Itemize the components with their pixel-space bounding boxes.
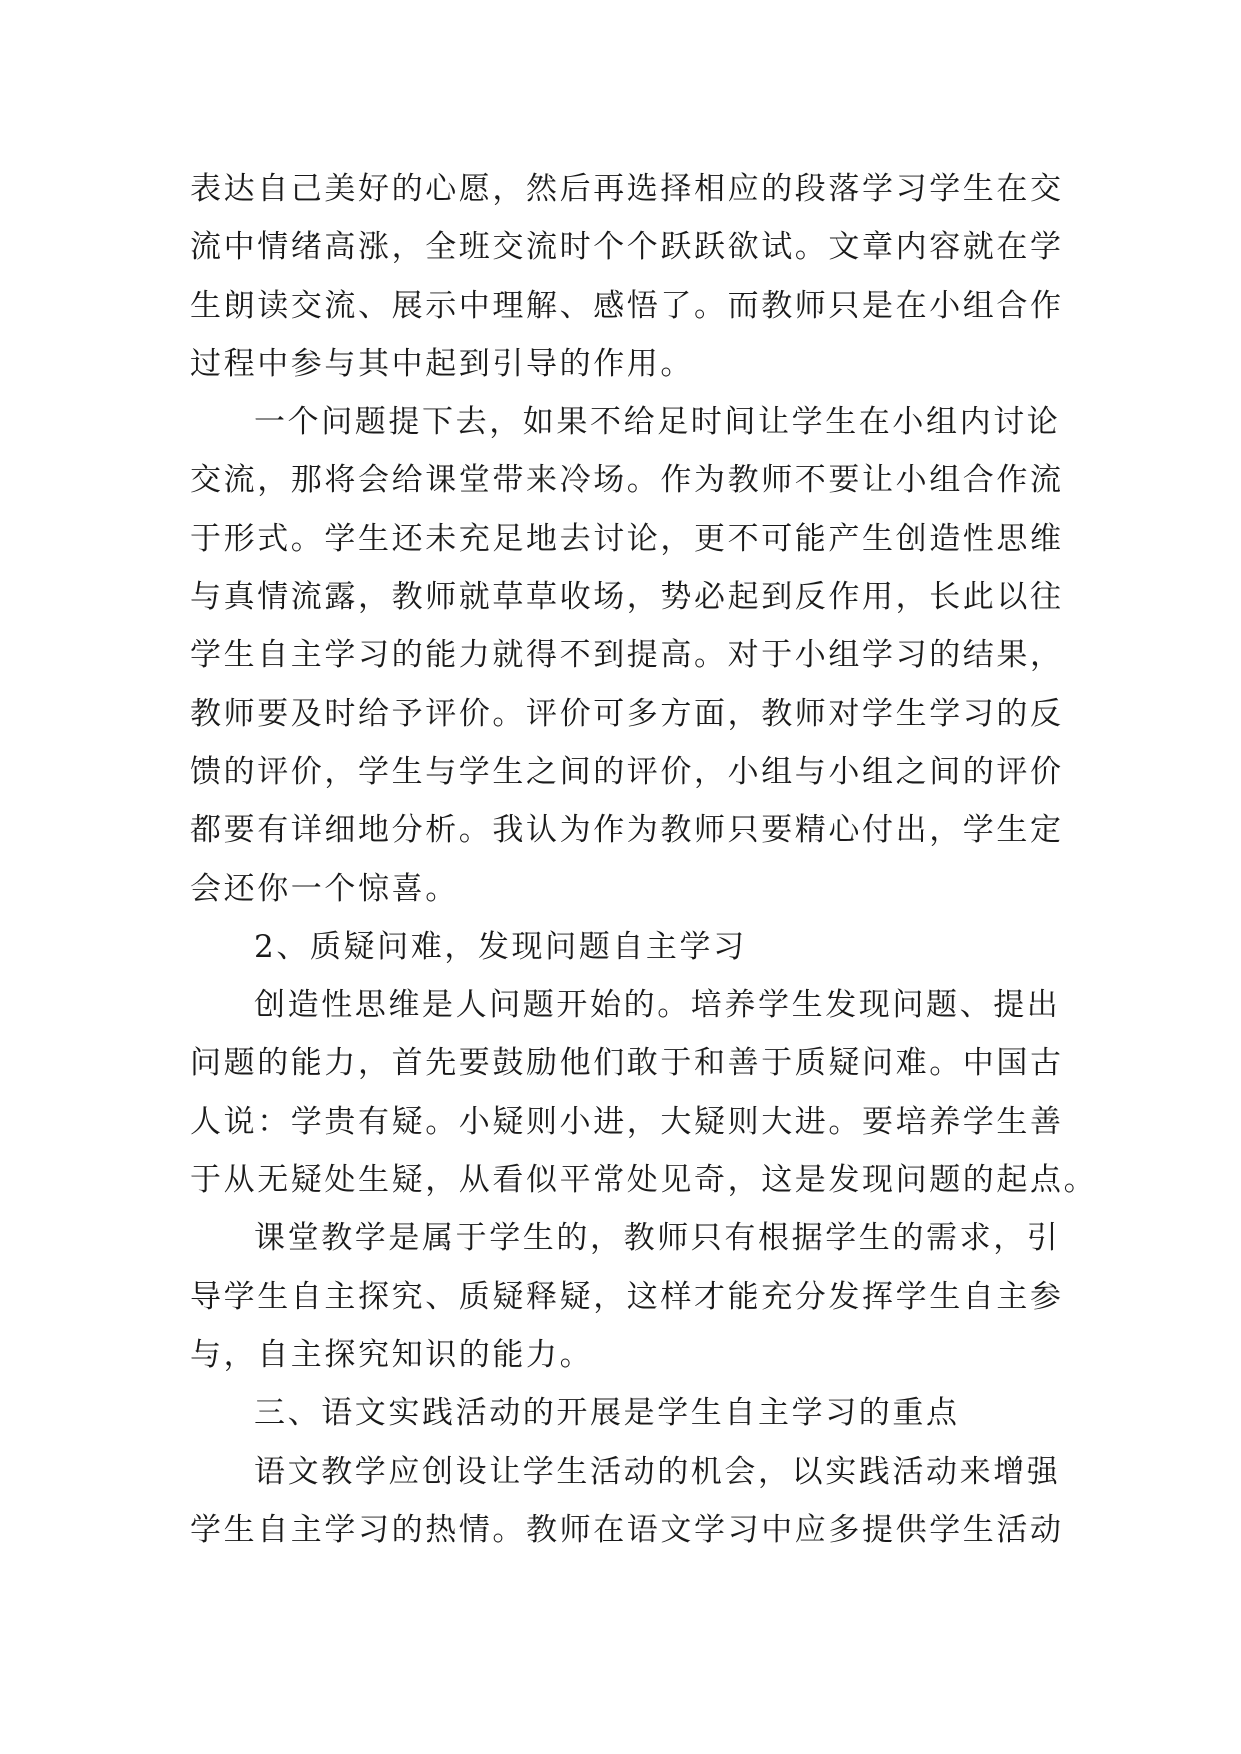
text-line: 教师要及时给予评价。评价可多方面，教师对学生学习的反 [190,695,1064,732]
text-line: 课堂教学是属于学生的，教师只有根据学生的需求，引 [254,1220,1061,1257]
text-line: 一个问题提下去，如果不给足时间让学生在小组内讨论 [254,404,1061,441]
text-line: 学生自主学习的热情。教师在语文学习中应多提供学生活动 [190,1511,1064,1548]
text-line: 与，自主探究知识的能力。 [190,1336,594,1373]
text-line: 生朗读交流、展示中理解、感悟了。而教师只是在小组合作 [190,287,1064,324]
text-line: 导学生自主探究、质疑释疑，这样才能充分发挥学生自主参 [190,1278,1064,1315]
text-line: 于从无疑处生疑，从看似平常处见奇，这是发现问题的起点。 [190,1162,1098,1199]
text-line: 与真情流露，教师就草草收场，势必起到反作用，长此以往 [190,579,1064,616]
text-line: 人说：学贵有疑。小疑则小进，大疑则大进。要培养学生善 [190,1103,1064,1140]
text-line: 馈的评价，学生与学生之间的评价，小组与小组之间的评价 [190,753,1064,790]
text-line: 于形式。学生还未充足地去讨论，更不可能产生创造性思维 [190,520,1064,557]
text-line: 创造性思维是人问题开始的。培养学生发现问题、提出 [254,987,1061,1024]
document-body [190,160,1098,1559]
text-line: 交流，那将会给课堂带来冷场。作为教师不要让小组合作流 [190,462,1064,499]
section-heading: 三、语文实践活动的开展是学生自主学习的重点 [254,1395,960,1432]
text-line: 学生自主学习的能力就得不到提高。对于小组学习的结果， [190,637,1064,674]
section-heading: 2、质疑问难，发现问题自主学习 [254,928,747,965]
text-line: 语文教学应创设让学生活动的机会，以实践活动来增强 [254,1453,1061,1490]
text-line: 流中情绪高涨，全班交流时个个跃跃欲试。文章内容就在学 [190,229,1064,266]
text-line: 问题的能力，首先要鼓励他们敢于和善于质疑问难。中国古 [190,1045,1064,1082]
text-line: 都要有详细地分析。我认为作为教师只要精心付出，学生定 [190,812,1064,849]
text-line: 会还你一个惊喜。 [190,870,459,907]
text-line: 表达自己美好的心愿，然后再选择相应的段落学习学生在交 [190,171,1064,207]
text-line: 过程中参与其中起到引导的作用。 [190,345,694,382]
